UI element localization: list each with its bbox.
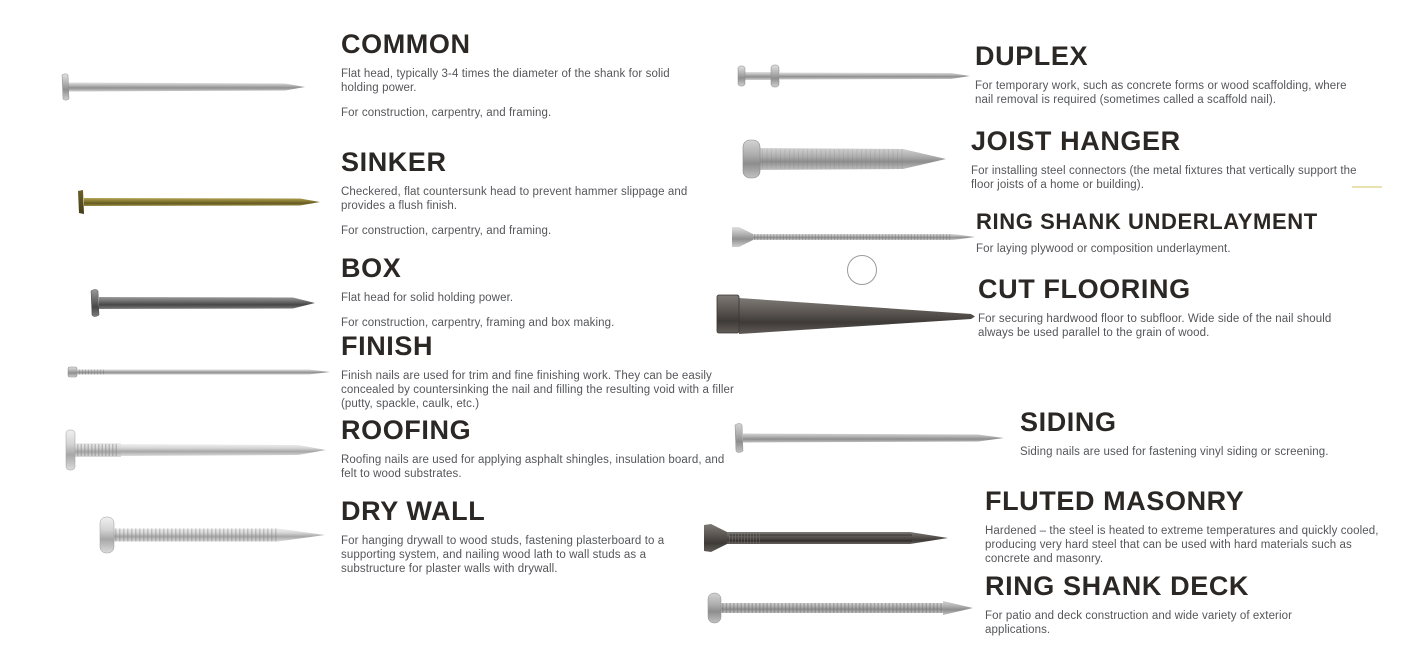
section-title: DRY WALL [341, 496, 486, 526]
section-description: Finish nails are used for trim and fine finishing work. They can be easily concealed by countersinking the nail and filling the resulting void with a filler (putty, spackle, caulk, etc.) [341, 370, 734, 410]
drywall-nail-image [93, 512, 333, 558]
section-description: For patio and deck construction and wide variety of exterior applications. [985, 610, 1293, 636]
common-nail-image [55, 71, 310, 103]
section-siding [1020, 408, 1380, 471]
section-title: COMMON [341, 29, 471, 59]
joist-hanger-nail-image [738, 136, 953, 182]
section-drywall [341, 497, 684, 588]
section-description: For construction, carpentry, and framing. [341, 106, 552, 119]
section-fluted-masonry [985, 487, 1381, 578]
section-joist-hanger [971, 127, 1373, 204]
section-title: RING SHANK UNDERLAYMENT [976, 209, 1318, 234]
section-title: CUT FLOORING [978, 274, 1191, 304]
ring-shank-deck-nail-image [703, 590, 978, 626]
section-description: For securing hardwood floor to subfloor. Wide side of the nail should always be used parallel to the grain of wood. [978, 313, 1332, 339]
section-description: For construction, carpentry, and framing. [341, 224, 552, 237]
section-title: SINKER [341, 147, 447, 177]
accent-dash-decoration [1352, 186, 1382, 188]
section-title: FINISH [341, 331, 434, 361]
section-cut-flooring [978, 275, 1364, 352]
section-sinker [341, 148, 697, 250]
section-description: Siding nails are used for fastening vinyl siding or screening. [1020, 446, 1329, 459]
fluted-masonry-nail-image [698, 518, 953, 558]
section-title: JOIST HANGER [971, 126, 1181, 156]
section-ring-shank-deck [985, 572, 1353, 649]
section-description: Roofing nails are used for applying asphalt shingles, insulation board, and felt to wood substrates. [341, 454, 725, 480]
section-title: RING SHANK DECK [985, 571, 1250, 601]
section-common [341, 30, 703, 132]
section-title: SIDING [1020, 407, 1117, 437]
section-description: For construction, carpentry, framing and box making. [341, 316, 615, 329]
box-nail-image [83, 286, 323, 320]
section-description: For hanging drywall to wood studs, fastening plasterboard to a supporting system, and nailing wood lath to wall studs as a substructure for plaster walls with drywall. [341, 535, 665, 575]
section-duplex [975, 42, 1350, 119]
section-title: ROOFING [341, 415, 472, 445]
section-description: Flat head, typically 3-4 times the diameter of the shank for solid holding power. [341, 68, 670, 94]
roofing-nail-image [60, 428, 332, 472]
section-description: For installing steel connectors (the metal fixtures that vertically support the floor joists of a home or building). [971, 165, 1357, 191]
finish-nail-image [63, 360, 333, 384]
section-finish [341, 332, 741, 423]
circle-outline-decoration [847, 255, 877, 285]
siding-nail-image [728, 420, 1010, 456]
section-description: Flat head for solid holding power. [341, 292, 514, 305]
section-title: FLUTED MASONRY [985, 486, 1245, 516]
sinker-nail-image [72, 186, 324, 218]
section-description: For laying plywood or composition underlayment. [976, 242, 1231, 255]
cut-flooring-nail-image [713, 288, 978, 340]
section-box [341, 254, 741, 342]
section-description: Hardened – the steel is heated to extreme temperatures and quickly cooled, producing very hard steel that can be used with hard materials such as concrete and masonry. [985, 525, 1379, 565]
section-description: For temporary work, such as concrete forms or wood scaffolding, where nail removal is required (sometimes called a scaffold nail). [975, 80, 1347, 106]
section-title: BOX [341, 253, 402, 283]
ring-shank-underlayment-nail-image [728, 222, 978, 252]
section-ring-shank-underlayment [976, 210, 1376, 268]
section-description: Checkered, flat countersunk head to prevent hammer slippage and provides a flush finish. [341, 186, 688, 212]
section-roofing [341, 416, 726, 493]
duplex-nail-image [733, 60, 973, 92]
section-title: DUPLEX [975, 41, 1089, 71]
